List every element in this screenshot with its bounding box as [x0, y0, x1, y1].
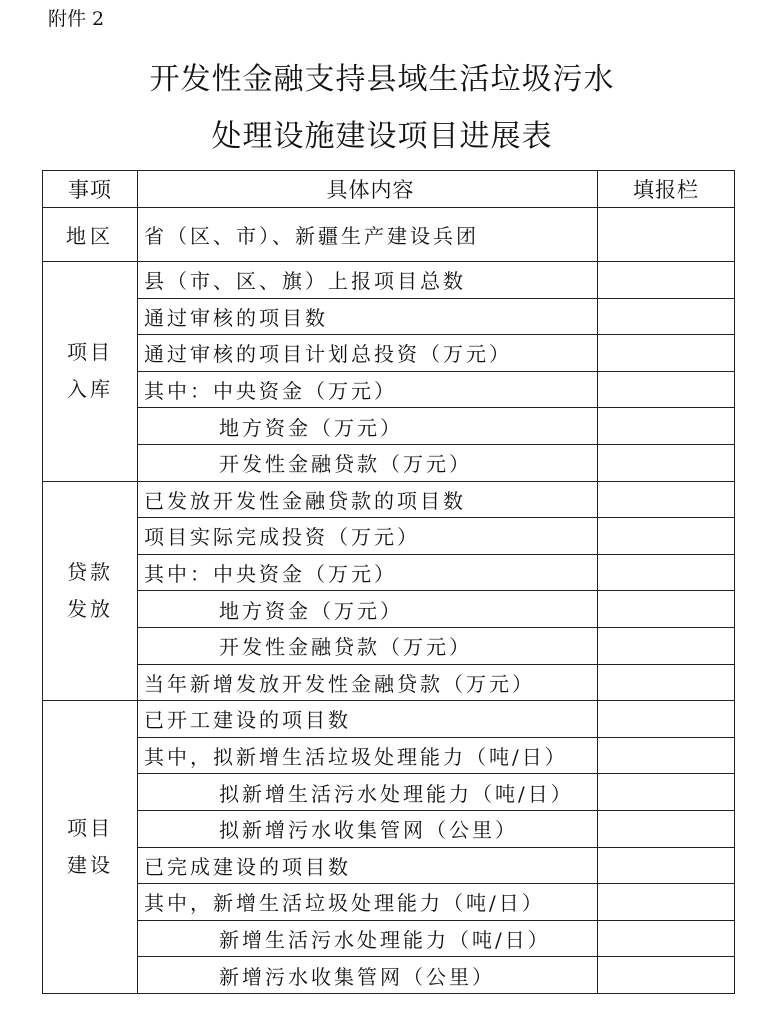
region-content: 省（区、市）、新疆生产建设兵团: [138, 208, 598, 262]
table-row: [43, 408, 735, 445]
header-row: [43, 171, 735, 208]
fill-cell[interactable]: [598, 444, 735, 481]
row-content: 已发放开发性金融贷款的项目数: [138, 481, 598, 518]
fill-cell[interactable]: [598, 957, 735, 994]
header-item: 事项: [43, 171, 138, 208]
header-content: 具体内容: [138, 171, 598, 208]
table-row: [43, 554, 735, 591]
title-line-1: 开发性金融支持县域生活垃圾污水: [149, 62, 615, 97]
section-label-line: 发放: [67, 596, 113, 621]
row-content: 其中，新增生活垃圾处理能力（吨/日）: [138, 884, 598, 921]
fill-cell[interactable]: [598, 701, 735, 738]
row-content: 其中，拟新增生活垃圾处理能力（吨/日）: [138, 737, 598, 774]
row-content: 地方资金（万元）: [138, 591, 598, 628]
fill-cell[interactable]: [598, 920, 735, 957]
table-row: [43, 701, 735, 738]
row-content: 项目实际完成投资（万元）: [138, 518, 598, 555]
fill-cell[interactable]: [598, 774, 735, 811]
table-row: [43, 262, 735, 299]
table-row: [43, 591, 735, 628]
table-row: [43, 444, 735, 481]
fill-cell[interactable]: [598, 554, 735, 591]
table-row: [43, 371, 735, 408]
table-row: [43, 810, 735, 847]
table-row: [43, 335, 735, 372]
section-label-line: 项目: [67, 340, 113, 365]
attachment-label: 附件 2: [48, 8, 105, 30]
progress-table: [42, 170, 735, 994]
region-label: 地区: [43, 208, 138, 262]
fill-cell[interactable]: [598, 664, 735, 701]
section-label-loans: [43, 481, 138, 701]
table-row: [43, 737, 735, 774]
title-line-2: 处理设施建设项目进展表: [211, 119, 553, 154]
row-content: 拟新增污水收集管网（公里）: [138, 810, 598, 847]
table-row: [43, 664, 735, 701]
fill-cell[interactable]: [598, 884, 735, 921]
table-row: [43, 627, 735, 664]
fill-cell[interactable]: [598, 847, 735, 884]
row-content: 开发性金融贷款（万元）: [138, 627, 598, 664]
fill-cell[interactable]: [598, 810, 735, 847]
fill-cell[interactable]: [598, 371, 735, 408]
header-fill: 填报栏: [598, 171, 735, 208]
section-label-line: 贷款: [67, 559, 113, 584]
section-label-line: 入库: [67, 377, 113, 402]
row-content: 拟新增生活污水处理能力（吨/日）: [138, 774, 598, 811]
row-content: 通过审核的项目数: [138, 298, 598, 335]
section-label-line: 项目: [67, 816, 113, 840]
fill-cell[interactable]: [598, 518, 735, 555]
table-row: [43, 518, 735, 555]
row-content: 新增污水收集管网（公里）: [138, 957, 598, 994]
table-row: [43, 774, 735, 811]
fill-cell[interactable]: [598, 627, 735, 664]
fill-cell[interactable]: [598, 481, 735, 518]
row-content: 其中：中央资金（万元）: [138, 371, 598, 408]
fill-cell[interactable]: [598, 737, 735, 774]
fill-cell[interactable]: [598, 591, 735, 628]
fill-cell[interactable]: [598, 208, 735, 262]
row-content: 当年新增发放开发性金融贷款（万元）: [138, 664, 598, 701]
row-content: 已开工建设的项目数: [138, 701, 598, 738]
row-content: 开发性金融贷款（万元）: [138, 444, 598, 481]
row-content: 其中：中央资金（万元）: [138, 554, 598, 591]
row-content: 县（市、区、旗）上报项目总数: [138, 262, 598, 299]
section-label-intake: [43, 262, 138, 482]
row-content: 新增生活污水处理能力（吨/日）: [138, 920, 598, 957]
region-row: [43, 208, 735, 262]
table-row: [43, 957, 735, 994]
table-row: [43, 884, 735, 921]
fill-cell[interactable]: [598, 408, 735, 445]
fill-cell[interactable]: [598, 262, 735, 299]
section-label-construction: [43, 701, 138, 994]
fill-cell[interactable]: [598, 298, 735, 335]
table-row: [43, 481, 735, 518]
table-row: [43, 847, 735, 884]
row-content: 通过审核的项目计划总投资（万元）: [138, 335, 598, 372]
table-row: [43, 920, 735, 957]
table-row: [43, 298, 735, 335]
row-content: 已完成建设的项目数: [138, 847, 598, 884]
row-content: 地方资金（万元）: [138, 408, 598, 445]
section-label-line: 建设: [67, 853, 113, 877]
fill-cell[interactable]: [598, 335, 735, 372]
